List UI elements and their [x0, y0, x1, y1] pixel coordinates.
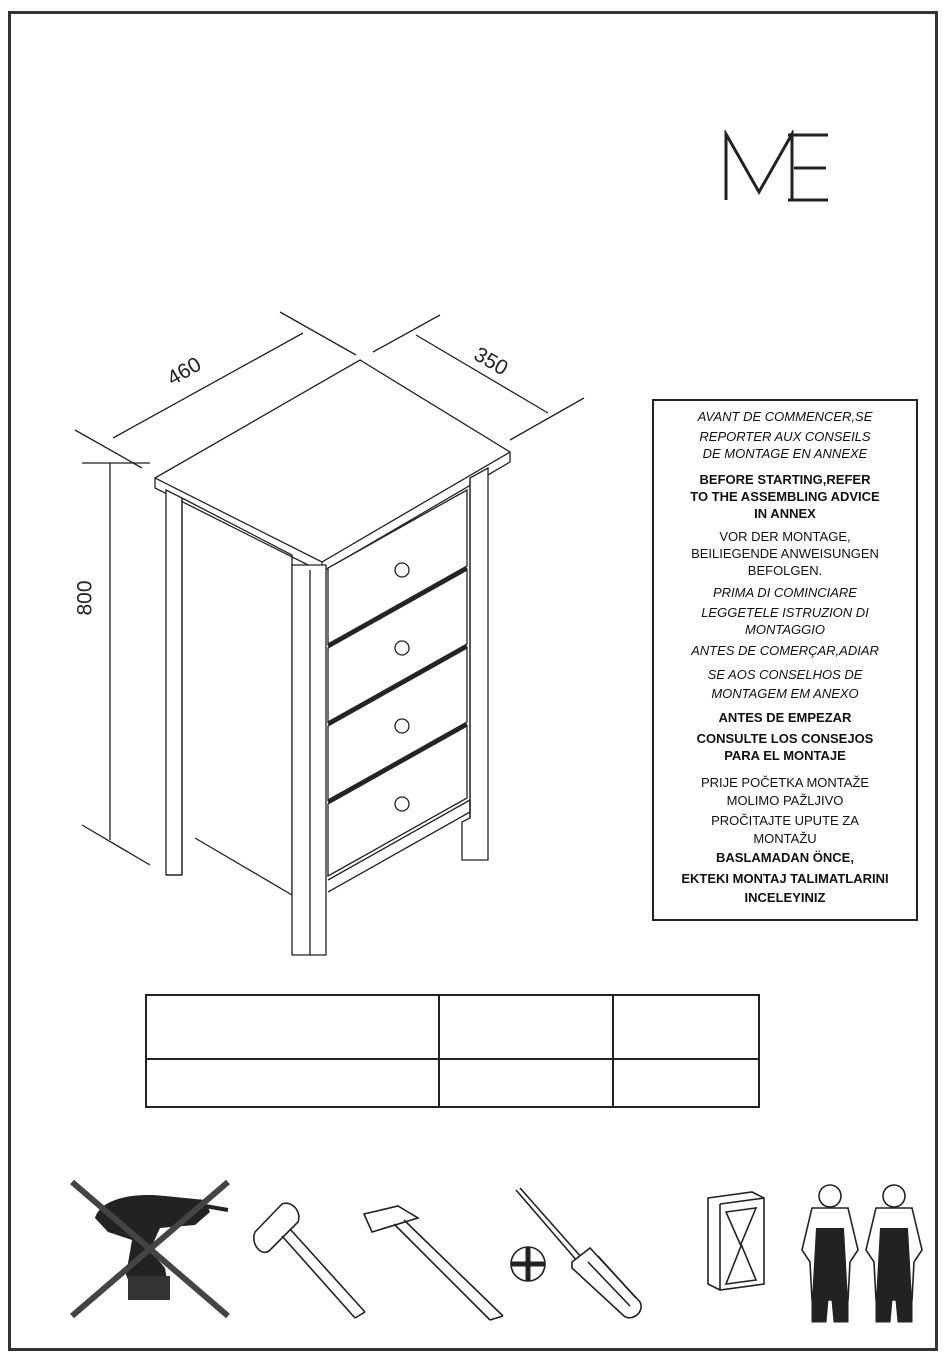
table-cell: [146, 1059, 439, 1107]
notice-line: REPORTER AUX CONSEILS: [699, 429, 871, 444]
notice-line: EKTEKI MONTAJ TALIMATLARINI: [681, 871, 889, 886]
mallet-icon: [254, 1203, 365, 1318]
notice-line: MOLIMO PAŽLJIVO: [726, 793, 844, 808]
width-dimension: 460: [163, 352, 206, 391]
height-dimension: 800: [73, 580, 97, 616]
table-cell: [613, 995, 759, 1059]
notice-line: AVANT DE COMMENCER,SE: [697, 409, 873, 424]
notice-line: LEGGETELE ISTRUZION DI: [701, 605, 869, 620]
notice-line: PROČITAJTE UPUTE ZA: [711, 813, 859, 828]
table-cell: [439, 995, 613, 1059]
depth-dimension: 350: [469, 342, 512, 381]
notice-line: ANTES DE EMPEZAR: [718, 710, 852, 725]
table-cell: [439, 1059, 613, 1107]
notice-line: MONTAGEM EM ANEXO: [711, 686, 859, 701]
notice-line: PARA EL MONTAJE: [724, 748, 846, 763]
chest-of-drawers-drawing: [70, 300, 600, 970]
assembly-advice-box: [652, 399, 918, 921]
notice-line: PRIMA DI COMINCIARE: [713, 585, 857, 600]
notice-line: BEILIEGENDE ANWEISUNGEN: [691, 546, 879, 561]
notice-line: INCELEYINIZ: [744, 890, 826, 905]
product-info-table: [145, 994, 760, 1108]
no-power-drill-icon: [72, 1182, 228, 1316]
brand-logo: [722, 130, 832, 205]
notice-line: BASLAMADAN ÖNCE,: [716, 850, 854, 865]
notice-line: TO THE ASSEMBLING ADVICE: [690, 489, 880, 504]
notice-line: MONTAŽU: [753, 831, 817, 846]
hammer-icon: [364, 1206, 503, 1320]
notice-line: BEFOLGEN.: [747, 563, 823, 578]
notice-line: SE AOS CONSELHOS DE: [707, 667, 863, 682]
notice-line: BEFORE STARTING,REFER: [699, 472, 871, 487]
tools-row: [60, 1170, 930, 1330]
notice-line: CONSULTE LOS CONSEJOS: [696, 731, 874, 746]
notice-line: ANTES DE COMERÇAR,ADIAR: [691, 643, 879, 658]
hourglass-icon: [708, 1192, 764, 1290]
notice-line: MONTAGGIO: [745, 622, 825, 637]
phillips-screwdriver-icon: [511, 1188, 641, 1318]
table-cell: [146, 995, 439, 1059]
notice-line: PRIJE POČETKA MONTAŽE: [700, 775, 870, 790]
notice-line: IN ANNEX: [754, 506, 816, 521]
notice-line: DE MONTAGE EN ANNEXE: [702, 446, 868, 461]
notice-line: VOR DER MONTAGE,: [719, 529, 851, 544]
table-cell: [613, 1059, 759, 1107]
two-people-icon: [802, 1185, 922, 1322]
